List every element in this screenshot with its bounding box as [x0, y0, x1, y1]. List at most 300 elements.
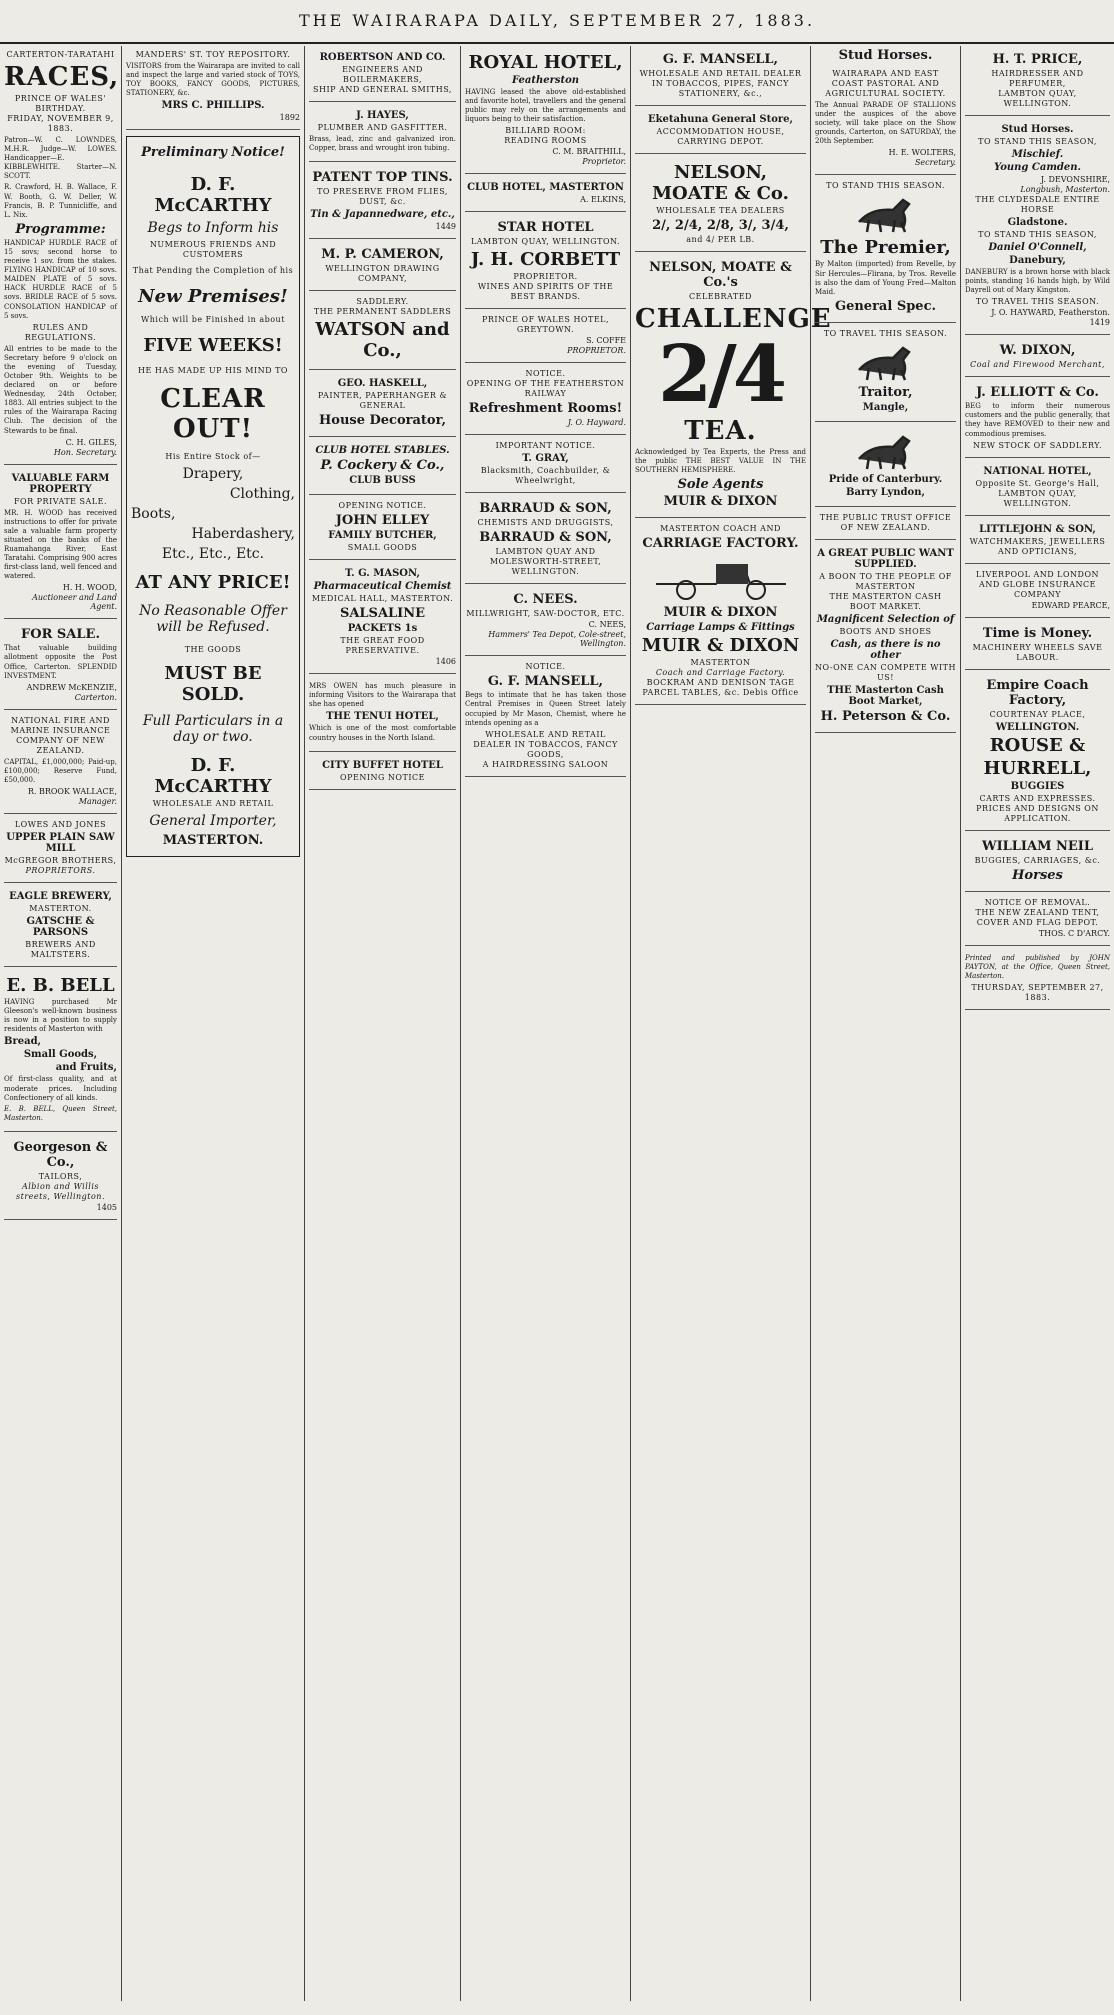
for-sale-ad	[4, 621, 117, 709]
danebury: Danebury,	[1009, 255, 1066, 266]
stand-this-3: TO STAND THIS SEASON,	[978, 230, 1097, 239]
bread: Bread,	[4, 1036, 42, 1048]
gatsche-sub: BREWERS AND MALTSTERS.	[25, 940, 96, 960]
printed-by: Printed and published by JOHN PAYTON, at the Office, Queen Street, Masterton.	[965, 953, 1110, 980]
saw-mill-ad	[4, 816, 117, 883]
phillips-name: MRS C. PHILLIPS.	[161, 100, 265, 112]
club-hotel-stables: CLUB HOTEL STABLES.	[315, 445, 450, 457]
carriage-lamps: Carriage Lamps & Fittings	[646, 622, 795, 634]
bell-text: HAVING purchased Mr Gleeson's well-known business is now in a position to supply residents of Masterton with	[4, 998, 117, 1034]
dixon-ad	[965, 337, 1110, 377]
for-sale-title: FOR SALE.	[21, 627, 100, 643]
eketahuna-ad	[635, 108, 806, 154]
mangle: Mangle,	[862, 401, 909, 413]
column-4	[461, 46, 631, 2001]
eketahuna-sub: ACCOMMODATION HOUSE,	[656, 127, 785, 136]
muir3-sub2: Coach and Carriage Factory.	[655, 668, 786, 678]
lambton-quay: LAMBTON QUAY, WELLINGTON.	[470, 237, 621, 247]
rules-text: All entries to be made to the Secretary before 9 o'clock on the evening of Tuesday, October 9th. Weights to be declared on or before Wednesday, 24th October, 1883. All entries subject to the rules of the Wairarapa Racing Club. The decision of the Stewards to be final.	[4, 344, 117, 435]
patent-text: TO PRESERVE FROM FLIES, DUST, &c.	[317, 187, 448, 207]
cash: Cash, as there is no other	[830, 638, 941, 661]
cockery: P. Cockery & Co.,	[320, 458, 445, 474]
danebury-text: DANEBURY is a brown horse with black points, standing 16 hands high, by Wild Dayrell out of Mary Kingston.	[965, 268, 1110, 295]
races-title: RACES,	[4, 62, 120, 92]
nelson-moate-ad	[635, 156, 806, 252]
mason-sub: THE GREAT FOOD PRESERVATIVE.	[340, 636, 425, 656]
insurance-text: CAPITAL, £1,000,000; Paid-up, £100,000; Reserve Fund, £50,000.	[4, 757, 117, 784]
club-hotel-ad	[465, 176, 626, 212]
gray-name: T. GRAY,	[522, 453, 569, 465]
travel-2: TO TRAVEL THIS SEASON.	[975, 297, 1100, 307]
saddlery: SADDLERY.	[356, 297, 409, 307]
insurance-ad	[4, 712, 117, 814]
finished-in: Which will be Finished in about	[141, 315, 285, 325]
stud-header-1: Stud Horses.	[838, 48, 933, 63]
barry-lyndon: Barry Lyndon,	[846, 486, 925, 498]
phillips-num: 1892	[279, 113, 300, 123]
nelson-moate-2: NELSON, MOATE & Co.'s	[649, 260, 792, 290]
mcgregor-sub: PROPRIETORS.	[25, 866, 96, 876]
horse-icon	[851, 194, 921, 234]
robertson-ad	[309, 46, 456, 102]
gray-sub: Blacksmith, Coachbuilder, & Wheelwright,	[480, 466, 611, 486]
hairdressing: A HAIRDRESSING SALOON	[482, 759, 609, 769]
robertson-sub2: SHIP AND GENERAL SMITHS,	[313, 85, 452, 94]
coffe-sub: PROPRIETOR.	[567, 346, 626, 356]
society-title: WAIRARAPA AND EAST COAST PASTORAL AND AGRICULTURAL SOCIETY.	[825, 69, 946, 98]
hurrell: HURRELL,	[983, 757, 1092, 779]
the-goods: THE GOODS	[184, 645, 242, 655]
phillips-title: MANDERS' ST. TOY REPOSITORY.	[135, 50, 291, 59]
valuable-text: MR. H. WOOD has received instructions to offer for private sale a valuable farm property situated on the banks of the Ruamahanga River, East Taratahi. Comprising 900 acres first-class land, well fenced and watered.	[4, 508, 117, 581]
rules-heading: RULES AND REGULATIONS.	[24, 322, 97, 342]
stand-this-2: TO STAND THIS SEASON,	[978, 137, 1097, 146]
devonshire-sub: Longbush, Masterton.	[1020, 185, 1110, 194]
liverpool: LIVERPOOL AND LONDON AND GLOBE INSURANCE COMPANY	[975, 569, 1100, 599]
darcy: THOS. C D'ARCY.	[1038, 928, 1110, 938]
removal-ad	[965, 894, 1110, 946]
made-up-mind: HE HAS MADE UP HIS MIND TO	[138, 366, 288, 376]
column-1	[0, 46, 122, 2001]
tea-prices: 2/, 2/4, 2/8, 3/, 3/4,	[652, 218, 789, 233]
carriage-factory-ad	[635, 520, 806, 705]
brewery-ad	[4, 885, 117, 967]
braithill: C. M. BRAITHILL,	[552, 147, 626, 157]
pharma: Pharmaceutical Chemist	[313, 581, 452, 593]
must-be-sold: MUST BE SOLD.	[164, 663, 262, 706]
muir-dixon-3: MUIR & DIXON	[641, 635, 800, 657]
lowes-jones: LOWES AND JONES	[14, 820, 107, 830]
horse-icon	[851, 431, 921, 471]
public-trust-ad	[815, 509, 956, 540]
carts: CARTS AND EXPRESSES.	[979, 793, 1096, 803]
muir-dixon-2: MUIR & DIXON	[663, 605, 778, 621]
barraud-sub: CHEMISTS AND DRUGGISTS,	[477, 518, 614, 528]
imprint-date: THURSDAY, SEPTEMBER 27, 1883.	[971, 982, 1104, 1002]
insurance-manager-title: Manager.	[78, 797, 117, 807]
neil-sub: BUGGIES, CARRIAGES, &c.	[974, 855, 1101, 865]
elliott-ad	[965, 379, 1110, 457]
giant-price: 2/4	[657, 329, 784, 420]
mischief: Mischief.	[1011, 149, 1064, 160]
mansell2-sub: WHOLESALE AND RETAIL DEALER IN TOBACCOS, PIPES, FANCY STATIONERY, &c.,	[639, 69, 802, 98]
removal-sub: THE NEW ZEALAND TENT, COVER AND FLAG DEPOT.	[975, 907, 1100, 927]
refreshment-ad	[465, 365, 626, 435]
full-particulars: Full Particulars in a day or two.	[142, 713, 284, 746]
travel-1: TO TRAVEL THIS SEASON.	[823, 328, 948, 338]
mansell-notice: NOTICE.	[525, 662, 566, 672]
column-5	[631, 46, 832, 2001]
hayes-sub: PLUMBER AND GASFITTER.	[317, 123, 448, 132]
corbett-sub: PROPRIETOR.	[513, 272, 578, 282]
royal-text: HAVING leased the above old-established and favorite hotel, travellers and the general public may rely on the arrangements and liquors being to their satisfaction.	[465, 88, 626, 124]
gatsche: GATSCHE & PARSONS	[26, 916, 95, 939]
robertson-title: ROBERTSON AND CO.	[319, 52, 446, 63]
mccarthy-name-2: D. F. McCARTHY	[154, 755, 272, 798]
elkins: A. ELKINS,	[580, 195, 626, 205]
upper-plain: UPPER PLAIN SAW MILL	[6, 832, 115, 855]
dixon-sub: Coal and Firewood Merchant,	[970, 360, 1105, 370]
mason-num: 1406	[435, 657, 456, 667]
price-ad	[965, 46, 1110, 116]
reading: READING ROOMS	[504, 136, 587, 146]
new-premises: New Premises!	[138, 286, 288, 308]
bell-address: E. B. BELL, Queen Street, Masterton.	[4, 1104, 117, 1122]
national-hotel: NATIONAL HOTEL,	[983, 465, 1092, 477]
haskell-sub: PAINTER, PAPERHANGER & GENERAL	[317, 391, 448, 411]
bockram: BOCKRAM AND DENISON TAGE	[646, 678, 795, 688]
tin-japan: Tin & Japannedware, etc.,	[310, 209, 455, 221]
nelson-moate: NELSON, MOATE & Co.	[652, 162, 789, 204]
clear-out: CLEAR OUT!	[160, 384, 266, 445]
boot-market-2: THE Masterton Cash Boot Market,	[827, 684, 944, 707]
prelim-notice: Preliminary Notice!	[141, 145, 285, 161]
haskell-ad	[309, 372, 456, 437]
programme-text: HANDICAP HURDLE RACE of 15 sovs; second horse to receive 1 sov. from the stakes. FLYING HANDICAP of 10 sovs. MAIDEN PLATE of 5 sovs. HACK HURDLE RACE of 5 sovs. BRIDLE RACE of 5 sovs. CONSOLATION HANDICAP of 5 sovs.	[4, 238, 117, 320]
georgeson-num: 1405	[96, 1202, 117, 1212]
parcel: PARCEL TABLES, &c. Debis Office	[642, 688, 799, 698]
challenge: CHALLENGE	[635, 304, 832, 334]
column-6	[811, 46, 961, 2001]
for-sale-text: That valuable building allotment opposite the Post Office, Carterton. SPLENDID INVESTMENT.	[4, 644, 117, 680]
georgeson-address: Albion and Willis streets, Wellington.	[16, 1181, 105, 1201]
empire-sub: COURTENAY PLACE,	[989, 709, 1086, 719]
supplied: A GREAT PUBLIC WANT SUPPLIED.	[817, 547, 954, 570]
mansell-text: Begs to intimate that he has taken those Central Premises in Queen Street lately occupied by Mr Mason, Chemist, where he intends opening as a	[465, 691, 626, 727]
mansell-name: G. F. MANSELL,	[487, 674, 604, 690]
carriage-illustration	[646, 554, 796, 602]
notice-sub: OPENING OF THE FEATHERSTON RAILWAY	[466, 379, 625, 399]
neil: WILLIAM NEIL	[981, 838, 1094, 854]
column-2	[122, 46, 305, 2001]
city-buffet-ad	[309, 754, 456, 790]
prices-designs: PRICES AND DESIGNS ON APPLICATION.	[976, 803, 1099, 823]
small-goods: Small Goods,	[23, 1049, 98, 1061]
barraud: BARRAUD & SON,	[479, 501, 612, 517]
time-money-ad	[965, 620, 1110, 670]
oconnell: Daniel O'Connell,	[988, 242, 1087, 253]
wholesale-retail: WHOLESALE AND RETAIL	[152, 799, 274, 809]
society-text: The Annual PARADE OF STALLIONS under the auspices of the above society, will take place on the Show grounds, Carterton, on SATURDAY, the 20th September.	[815, 101, 956, 146]
horse-icon	[851, 342, 921, 382]
time-money: Time is Money.	[982, 625, 1093, 641]
owen-text: MRS OWEN has much pleasure in informing Visitors to the Wairarapa that she has opened	[309, 682, 456, 709]
tea-text: Acknowledged by Tea Experts, the Press and the public THE BEST VALUE IN THE SOUTHERN HEMISPHERE.	[635, 448, 806, 475]
stewards: R. Crawford, H. B. Wallace, F. W. Booth, G. W. Deller, W. Francis, B. P. Tunnicliffe, and L. Nix.	[4, 183, 117, 219]
buggies: BUGGIES	[1010, 780, 1065, 792]
city-buffet: CITY BUFFET HOTEL	[322, 759, 443, 771]
elliott-text: BEG to inform their numerous customers and the public generally, that they have REMOVED to their new and commodious premises.	[965, 402, 1110, 438]
pride-ad	[815, 424, 956, 507]
tea: TEA.	[684, 416, 757, 446]
races-sub: PRINCE OF WALES' BIRTHDAY.	[14, 94, 107, 113]
his-entire-stock: His Entire Stock of—	[165, 452, 261, 462]
cameron-ad	[309, 241, 456, 291]
celebrated: CELEBRATED	[689, 292, 752, 301]
family-butcher: FAMILY BUTCHER,	[328, 530, 437, 542]
elley-ad	[309, 497, 456, 560]
toy-repository-ad	[126, 46, 300, 130]
muir3-sub: MASTERTON	[690, 658, 751, 668]
at-any-price: AT ANY PRICE!	[135, 572, 291, 594]
haskell-name: GEO. HASKELL,	[337, 378, 428, 390]
column-7	[961, 46, 1114, 2001]
muir-sub: MASTERTON COACH AND	[660, 524, 781, 534]
clothing: Clothing,	[229, 486, 295, 503]
carrying-depot: CARRYING DEPOT.	[677, 137, 764, 146]
valuable-sub: FOR PRIVATE SALE.	[14, 496, 107, 506]
five-weeks: FIVE WEEKS!	[143, 335, 283, 357]
eketahuna: Eketahuna General Store,	[648, 114, 793, 125]
carriage-factory: CARRIAGE FACTORY.	[642, 536, 799, 552]
mansell2-ad	[635, 46, 806, 106]
bell-text2: Of first-class quality, and at moderate prices. Including Confectionery of all kinds.	[4, 1075, 117, 1102]
boots: Boots,	[131, 506, 176, 523]
hayes-name: J. HAYES,	[356, 110, 409, 121]
eagle-sub: MASTERTON.	[29, 904, 92, 914]
hayes-text: Brass, lead, zinc and galvanized iron. Copper, brass and wrought iron tubing.	[309, 135, 456, 153]
mcgregor: McGREGOR BROTHERS,	[4, 856, 117, 866]
liverpool-ad	[965, 566, 1110, 618]
empire: Empire Coach Factory,	[986, 677, 1089, 708]
littlejohn: LITTLEJOHN & SON,	[979, 523, 1096, 535]
races-ad	[4, 46, 120, 465]
general-importer: General Importer,	[149, 813, 277, 830]
traitor: Traitor,	[858, 384, 913, 400]
rouse: ROUSE &	[989, 734, 1086, 756]
magnificent: Magnificent Selection of	[816, 613, 955, 625]
dixon-name: W. DIXON,	[999, 343, 1076, 359]
georgeson-title: Georgeson & Co.,	[13, 1139, 108, 1170]
nees: C. NEES.	[513, 592, 578, 608]
mansell-ad	[465, 658, 626, 776]
time-text: MACHINERY WHEELS SAVE LABOUR.	[972, 642, 1103, 662]
no-reasonable-offer: No Reasonable Offer will be Refused.	[139, 603, 287, 636]
premier: The Premier,	[820, 237, 951, 259]
mccarthy-name: D. F. McCARTHY	[154, 174, 272, 217]
public-trust: THE PUBLIC TRUST OFFICE OF NEW ZEALAND.	[819, 512, 952, 532]
notice: NOTICE.	[525, 369, 566, 379]
salsaline: SALSALINE	[339, 606, 426, 622]
stud-header-2: Stud Horses.	[1001, 124, 1074, 135]
price-sub2: LAMBTON QUAY, WELLINGTON.	[998, 89, 1077, 108]
georgeson-ad	[4, 1134, 117, 1220]
star-hotel: STAR HOTEL	[497, 220, 594, 236]
cameron-name: M. P. CAMERON,	[321, 247, 444, 263]
valuable-title: VALUABLE FARM PROPERTY	[11, 472, 110, 495]
elley-name: JOHN ELLEY	[335, 513, 430, 529]
barraud-ad	[465, 495, 626, 584]
general-spec: General Spec.	[834, 298, 937, 314]
hayward: J. O. Hayward.	[567, 418, 626, 428]
wines: WINES AND SPIRITS OF THE BEST BRANDS.	[477, 282, 614, 302]
featherston: Featherston	[511, 75, 580, 86]
races-pre: CARTERTON-TARATAHI	[6, 50, 115, 59]
refreshment: Refreshment Rooms!	[468, 401, 623, 417]
mansell2-name: G. F. MANSELL,	[662, 52, 779, 67]
drapery: Drapery,	[182, 466, 244, 483]
challenge-tea-ad	[635, 254, 832, 518]
bell-ad	[4, 969, 117, 1132]
bell-title: E. B. BELL	[6, 975, 115, 997]
watson-name: WATSON and Co.,	[315, 319, 450, 362]
muir-dixon: MUIR & DIXON	[663, 494, 778, 510]
sole-agents: Sole Agents	[677, 477, 764, 493]
hwood-sub: Auctioneer and Land Agent.	[32, 593, 117, 612]
nees-sub: MILLWRIGHT, SAW-DOCTOR, ETC.	[466, 609, 625, 619]
begs-inform: Begs to Inform his	[147, 220, 279, 237]
tea-prices-2: and 4/ PER LB.	[686, 235, 755, 244]
tenui-title: THE TENUI HOTEL,	[326, 711, 439, 723]
club-hotel-masterton: CLUB HOTEL, MASTERTON	[467, 182, 624, 194]
prince-wales: PRINCE OF WALES HOTEL,	[481, 315, 610, 325]
corbett: J. H. CORBETT	[470, 249, 621, 271]
traitor-ad	[815, 325, 956, 422]
patent-tins-ad	[309, 164, 456, 239]
hayes-ad	[309, 104, 456, 162]
billiard: BILLIARD ROOM:	[505, 126, 586, 136]
hayward-2: J. O. HAYWARD, Featherston.	[991, 308, 1110, 318]
gladstone: Gladstone.	[1007, 217, 1068, 228]
valuable-farm-ad	[4, 467, 117, 620]
barraud-addr: LAMBTON QUAY AND MOLESWORTH-STREET, WELLINGTON.	[489, 547, 602, 577]
races-secretary-title: Hon. Secretary.	[53, 447, 117, 457]
premier-ad	[815, 177, 956, 322]
mccarthy-ad	[126, 136, 300, 857]
littlejohn-sub: WATCHMAKERS, JEWELLERS AND OPTICIANS,	[969, 536, 1106, 556]
barraud-2: BARRAUD & SON,	[479, 530, 612, 546]
supplied-sub: A BOON TO THE PEOPLE OF MASTERTON	[819, 571, 952, 591]
programme-heading: Programme:	[15, 221, 106, 237]
haberdashery: Haberdashery,	[191, 526, 295, 543]
insurance-manager: R. BROOK WALLACE,	[27, 787, 117, 797]
mason-ad	[309, 562, 456, 674]
boot-market-ad	[815, 542, 956, 733]
empire-sub2: WELLINGTON.	[995, 721, 1080, 733]
littlejohn-ad	[965, 518, 1110, 564]
insurance-title: NATIONAL FIRE AND MARINE INSURANCE COMPANY OF NEW ZEALAND.	[10, 715, 111, 755]
eagle-brewery: EAGLE BREWERY,	[9, 891, 112, 903]
masthead: THE WAIRARAPA DAILY, SEPTEMBER 27, 1883.	[0, 0, 1114, 44]
phillips-text: VISITORS from the Wairarapa are invited to call and inspect the large and varied stock of TOYS, TOY BOOKS, FANCY GOODS, PICTURES, STATIONERY, &c.	[126, 62, 300, 98]
star-hotel-ad	[465, 214, 626, 309]
nees-addr: Hammers' Tea Depot, Cole-street, Wellington.	[488, 630, 626, 649]
young-camden: Young Camden.	[993, 162, 1082, 173]
column-3	[305, 46, 461, 2001]
devonshire: J. DEVONSHIRE,	[1040, 175, 1110, 184]
nelson-sub: WHOLESALE TEA DEALERS	[656, 206, 785, 215]
price-sub: HAIRDRESSER AND PERFUMER,	[991, 69, 1084, 88]
numerous-friends: NUMEROUS FRIENDS AND CUSTOMERS	[149, 240, 277, 260]
hwood-name: H. H. WOOD,	[62, 583, 117, 593]
coffe: S. COFFE	[586, 336, 626, 346]
horses: Horses	[1012, 867, 1063, 883]
stand-this-1: TO STAND THIS SEASON.	[826, 181, 945, 191]
club-buss: CLUB BUSS	[349, 475, 416, 487]
hayward-num: 1419	[1089, 318, 1110, 328]
royal-hotel-ad	[465, 46, 626, 174]
society-ad	[815, 65, 956, 175]
compete: NO-ONE CAN COMPETE WITH US!	[815, 662, 956, 682]
important-notice: IMPORTANT NOTICE.	[495, 441, 596, 451]
pending-completion: That Pending the Completion of his	[132, 266, 294, 276]
patent-num: 1449	[435, 222, 456, 232]
nees-sig: C. NEES,	[588, 620, 626, 630]
boot-market: THE MASTERTON CASH BOOT MARKET.	[829, 591, 942, 611]
tenui-ad	[309, 676, 456, 751]
races-secretary: C. H. GILES,	[65, 437, 117, 447]
opening-notice-3: OPENING NOTICE	[340, 772, 425, 782]
georgeson-sub: TAILORS,	[38, 1171, 83, 1181]
pride: Pride of Canterbury.	[828, 473, 943, 485]
pharma-sub: MEDICAL HALL, MASTERTON.	[311, 594, 454, 604]
opening-notice: OPENING NOTICE.	[338, 501, 427, 511]
pearce: EDWARD PEARCE,	[1031, 600, 1110, 610]
stud-col6-ad	[965, 118, 1110, 335]
cameron-sub: WELLINGTON DRAWING COMPANY,	[325, 264, 440, 284]
fruits: and Fruits,	[55, 1062, 117, 1074]
braithill-sub: Proprietor.	[582, 157, 626, 167]
small-goods-elley: SMALL GOODS	[347, 543, 418, 553]
royal-hotel: ROYAL HOTEL,	[468, 52, 623, 73]
removal: NOTICE OF REMOVAL.	[984, 897, 1091, 907]
gray-ad	[465, 437, 626, 493]
races-officers: Patron—W. C. LOWNDES, M.H.R. Judge—W. LOWES. Handicapper—E. KIBBLEWHITE. Starter—N. SCOTT.	[4, 136, 117, 181]
packets: PACKETS 1s	[347, 623, 418, 635]
house-decorator: House Decorator,	[318, 413, 447, 429]
watson-sub: THE PERMANENT SADDLERS	[313, 307, 452, 317]
greytown: GREYTOWN.	[516, 325, 575, 335]
watson-ad	[309, 293, 456, 370]
elliott-name: J. ELLIOTT & Co.	[976, 385, 1099, 401]
races-date: FRIDAY, NOVEMBER 9, 1883.	[7, 114, 114, 133]
nz-saddlery: NEW STOCK OF SADDLERY.	[972, 440, 1103, 450]
patent-title: PATENT TOP TINS.	[312, 170, 453, 186]
imprint	[965, 948, 1110, 1010]
price-name: H. T. PRICE,	[992, 52, 1083, 67]
mckenzie-name: ANDREW McKENZIE,	[26, 682, 117, 692]
wolters-sub: Secretary.	[914, 158, 956, 168]
neil-ad	[965, 833, 1110, 892]
national-hotel-ad	[965, 460, 1110, 516]
masterton-location: MASTERTON.	[162, 833, 264, 849]
magnificent-sub: BOOTS AND SHOES	[839, 626, 932, 636]
mckenzie-sub: Carterton.	[74, 692, 117, 702]
clydesdale: THE CLYDESDALE ENTIRE HORSE	[975, 195, 1100, 214]
prince-wales-ad	[465, 311, 626, 363]
empire-ad	[965, 672, 1110, 831]
premier-text: By Malton (imported) from Revelle, by Sir Hercules—Flirana, by Tros. Revelle is also the dam of Young Fred—Malton Maid.	[815, 260, 956, 296]
